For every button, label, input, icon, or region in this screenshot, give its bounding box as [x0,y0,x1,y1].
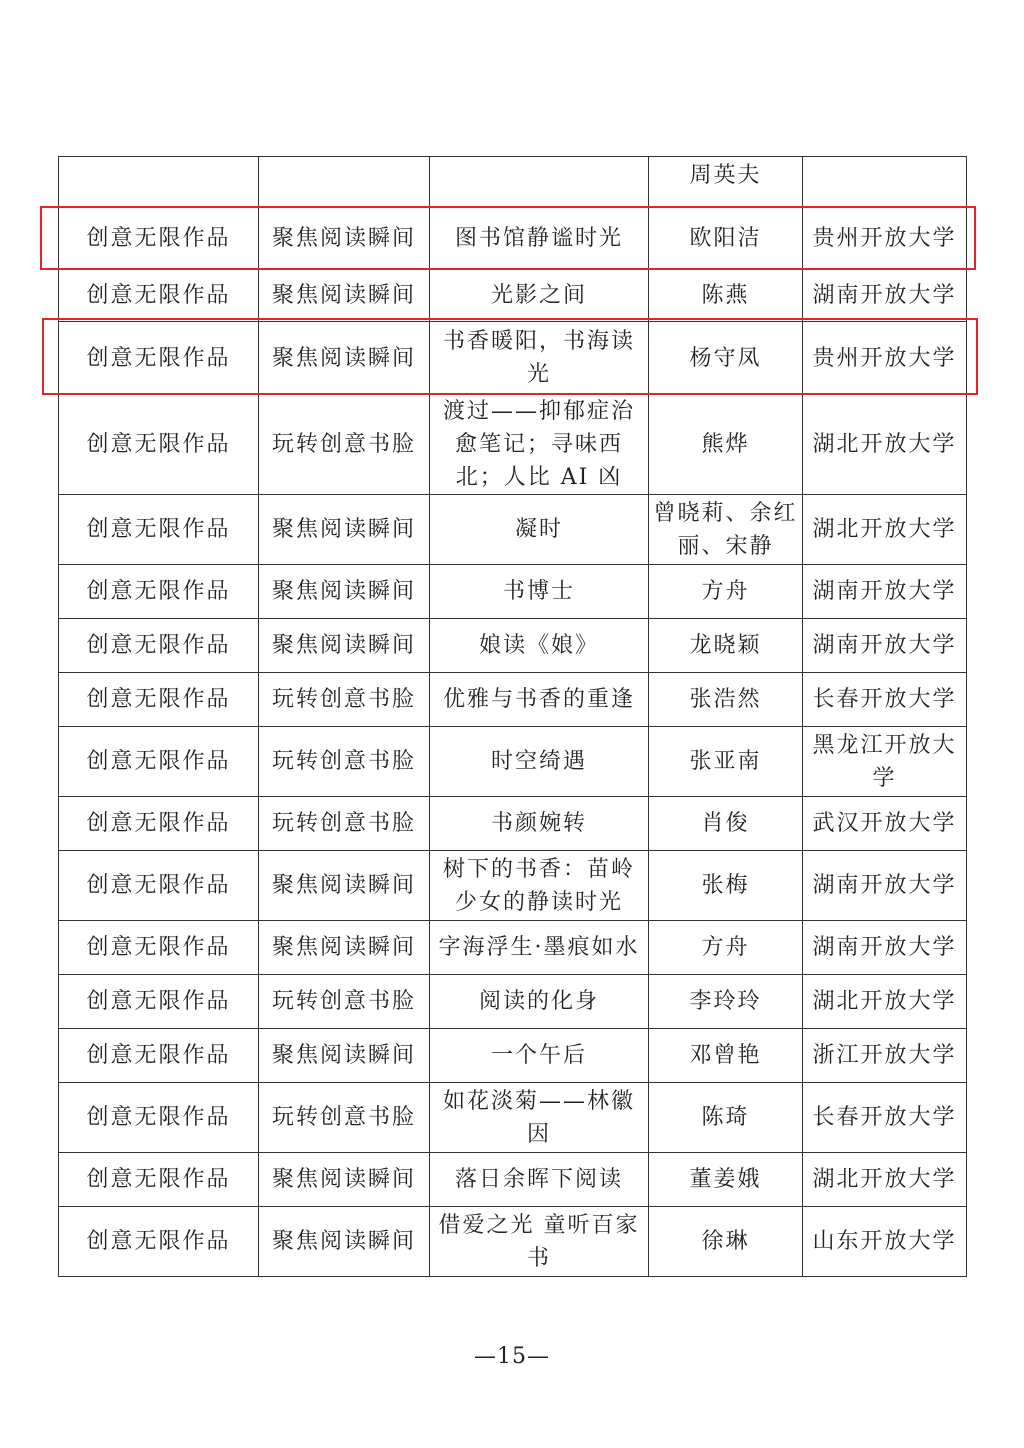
cell-title: 字海浮生·墨痕如水 [430,921,649,975]
cell-title: 书博士 [430,565,649,619]
cell-title: 树下的书香：苗岭少女的静读时光 [430,851,649,921]
table-row [59,1029,967,1083]
cell-theme: 聚焦阅读瞬间 [259,921,430,975]
cell-theme: 聚焦阅读瞬间 [259,208,430,269]
table-row [59,1207,967,1277]
cell-theme: 玩转创意书脸 [259,1083,430,1153]
cell-theme: 聚焦阅读瞬间 [259,1153,430,1207]
cell-theme: 聚焦阅读瞬间 [259,1207,430,1277]
cell-category: 创意无限作品 [59,673,259,727]
cell-theme: 玩转创意书脸 [259,975,430,1029]
table-row [59,975,967,1029]
cell-author: 李玲玲 [649,975,803,1029]
cell-category: 创意无限作品 [59,619,259,673]
cell-author: 董姜娥 [649,1153,803,1207]
cell-theme: 聚焦阅读瞬间 [259,269,430,322]
cell-author: 龙晓颖 [649,619,803,673]
cell-author: 肖俊 [649,797,803,851]
cell-category: 创意无限作品 [59,269,259,322]
cell-title: 如花淡菊——林徽因 [430,1083,649,1153]
page-number: —15— [474,1344,550,1369]
table-row [59,619,967,673]
table-row [59,565,967,619]
cell-author: 张浩然 [649,673,803,727]
cell-theme: 聚焦阅读瞬间 [259,619,430,673]
cell-author: 陈燕 [649,269,803,322]
table-row [59,797,967,851]
cell-author: 欧阳洁 [649,208,803,269]
cell-category: 创意无限作品 [59,975,259,1029]
cell-theme [259,157,430,208]
cell-theme: 聚焦阅读瞬间 [259,495,430,565]
cell-title: 落日余晖下阅读 [430,1153,649,1207]
cell-category: 创意无限作品 [59,1207,259,1277]
cell-title: 图书馆静谧时光 [430,208,649,269]
cell-category: 创意无限作品 [59,797,259,851]
cell-author: 陈琦 [649,1083,803,1153]
cell-author: 方舟 [649,921,803,975]
cell-school: 湖南开放大学 [803,921,967,975]
table-row [59,1153,967,1207]
cell-category: 创意无限作品 [59,565,259,619]
cell-author: 张亚南 [649,727,803,797]
table-row [59,157,967,208]
cell-school: 湖南开放大学 [803,851,967,921]
cell-author: 张梅 [649,851,803,921]
cell-title: 借爱之光 童听百家书 [430,1207,649,1277]
cell-theme: 玩转创意书脸 [259,673,430,727]
cell-title: 书香暖阳，书海读光 [430,322,649,395]
cell-theme: 聚焦阅读瞬间 [259,565,430,619]
cell-title: 一个午后 [430,1029,649,1083]
table-row [59,1083,967,1153]
cell-category [59,157,259,208]
cell-author: 杨守凤 [649,322,803,395]
table-row [59,208,967,269]
cell-school: 湖北开放大学 [803,1153,967,1207]
table-row [59,495,967,565]
cell-title: 光影之间 [430,269,649,322]
cell-title: 阅读的化身 [430,975,649,1029]
cell-school: 湖北开放大学 [803,495,967,565]
cell-school: 山东开放大学 [803,1207,967,1277]
cell-category: 创意无限作品 [59,851,259,921]
cell-school: 黑龙江开放大学 [803,727,967,797]
cell-category: 创意无限作品 [59,208,259,269]
table-row [59,269,967,322]
cell-title: 凝时 [430,495,649,565]
cell-author: 邓曾艳 [649,1029,803,1083]
cell-theme: 聚焦阅读瞬间 [259,851,430,921]
cell-theme: 玩转创意书脸 [259,727,430,797]
cell-theme: 玩转创意书脸 [259,395,430,495]
cell-category: 创意无限作品 [59,1083,259,1153]
table-row [59,673,967,727]
cell-school: 湖南开放大学 [803,565,967,619]
cell-title: 优雅与书香的重逢 [430,673,649,727]
cell-school: 贵州开放大学 [803,208,967,269]
cell-school: 长春开放大学 [803,673,967,727]
cell-category: 创意无限作品 [59,1029,259,1083]
cell-author: 曾晓莉、余红丽、宋静 [649,495,803,565]
cell-category: 创意无限作品 [59,322,259,395]
cell-school: 长春开放大学 [803,1083,967,1153]
cell-school: 武汉开放大学 [803,797,967,851]
cell-title: 书颜婉转 [430,797,649,851]
table-row [59,322,967,395]
cell-category: 创意无限作品 [59,495,259,565]
cell-theme: 玩转创意书脸 [259,797,430,851]
cell-category: 创意无限作品 [59,1153,259,1207]
cell-title [430,157,649,208]
cell-title: 渡过——抑郁症治愈笔记；寻味西北；人比 AI 凶 [430,395,649,495]
cell-school: 湖南开放大学 [803,619,967,673]
cell-theme: 聚焦阅读瞬间 [259,1029,430,1083]
cell-title: 娘读《娘》 [430,619,649,673]
cell-school: 贵州开放大学 [803,322,967,395]
cell-author: 周英夫 [649,157,803,208]
cell-category: 创意无限作品 [59,395,259,495]
cell-theme: 聚焦阅读瞬间 [259,322,430,395]
cell-school: 湖北开放大学 [803,395,967,495]
cell-school: 浙江开放大学 [803,1029,967,1083]
cell-school [803,157,967,208]
table-row [59,727,967,797]
cell-category: 创意无限作品 [59,921,259,975]
cell-author: 方舟 [649,565,803,619]
cell-school: 湖南开放大学 [803,269,967,322]
table-row [59,395,967,495]
table-row [59,851,967,921]
cell-author: 徐琳 [649,1207,803,1277]
table-row [59,921,967,975]
cell-category: 创意无限作品 [59,727,259,797]
cell-title: 时空绮遇 [430,727,649,797]
awards-table [58,156,967,1277]
cell-school: 湖北开放大学 [803,975,967,1029]
cell-author: 熊烨 [649,395,803,495]
